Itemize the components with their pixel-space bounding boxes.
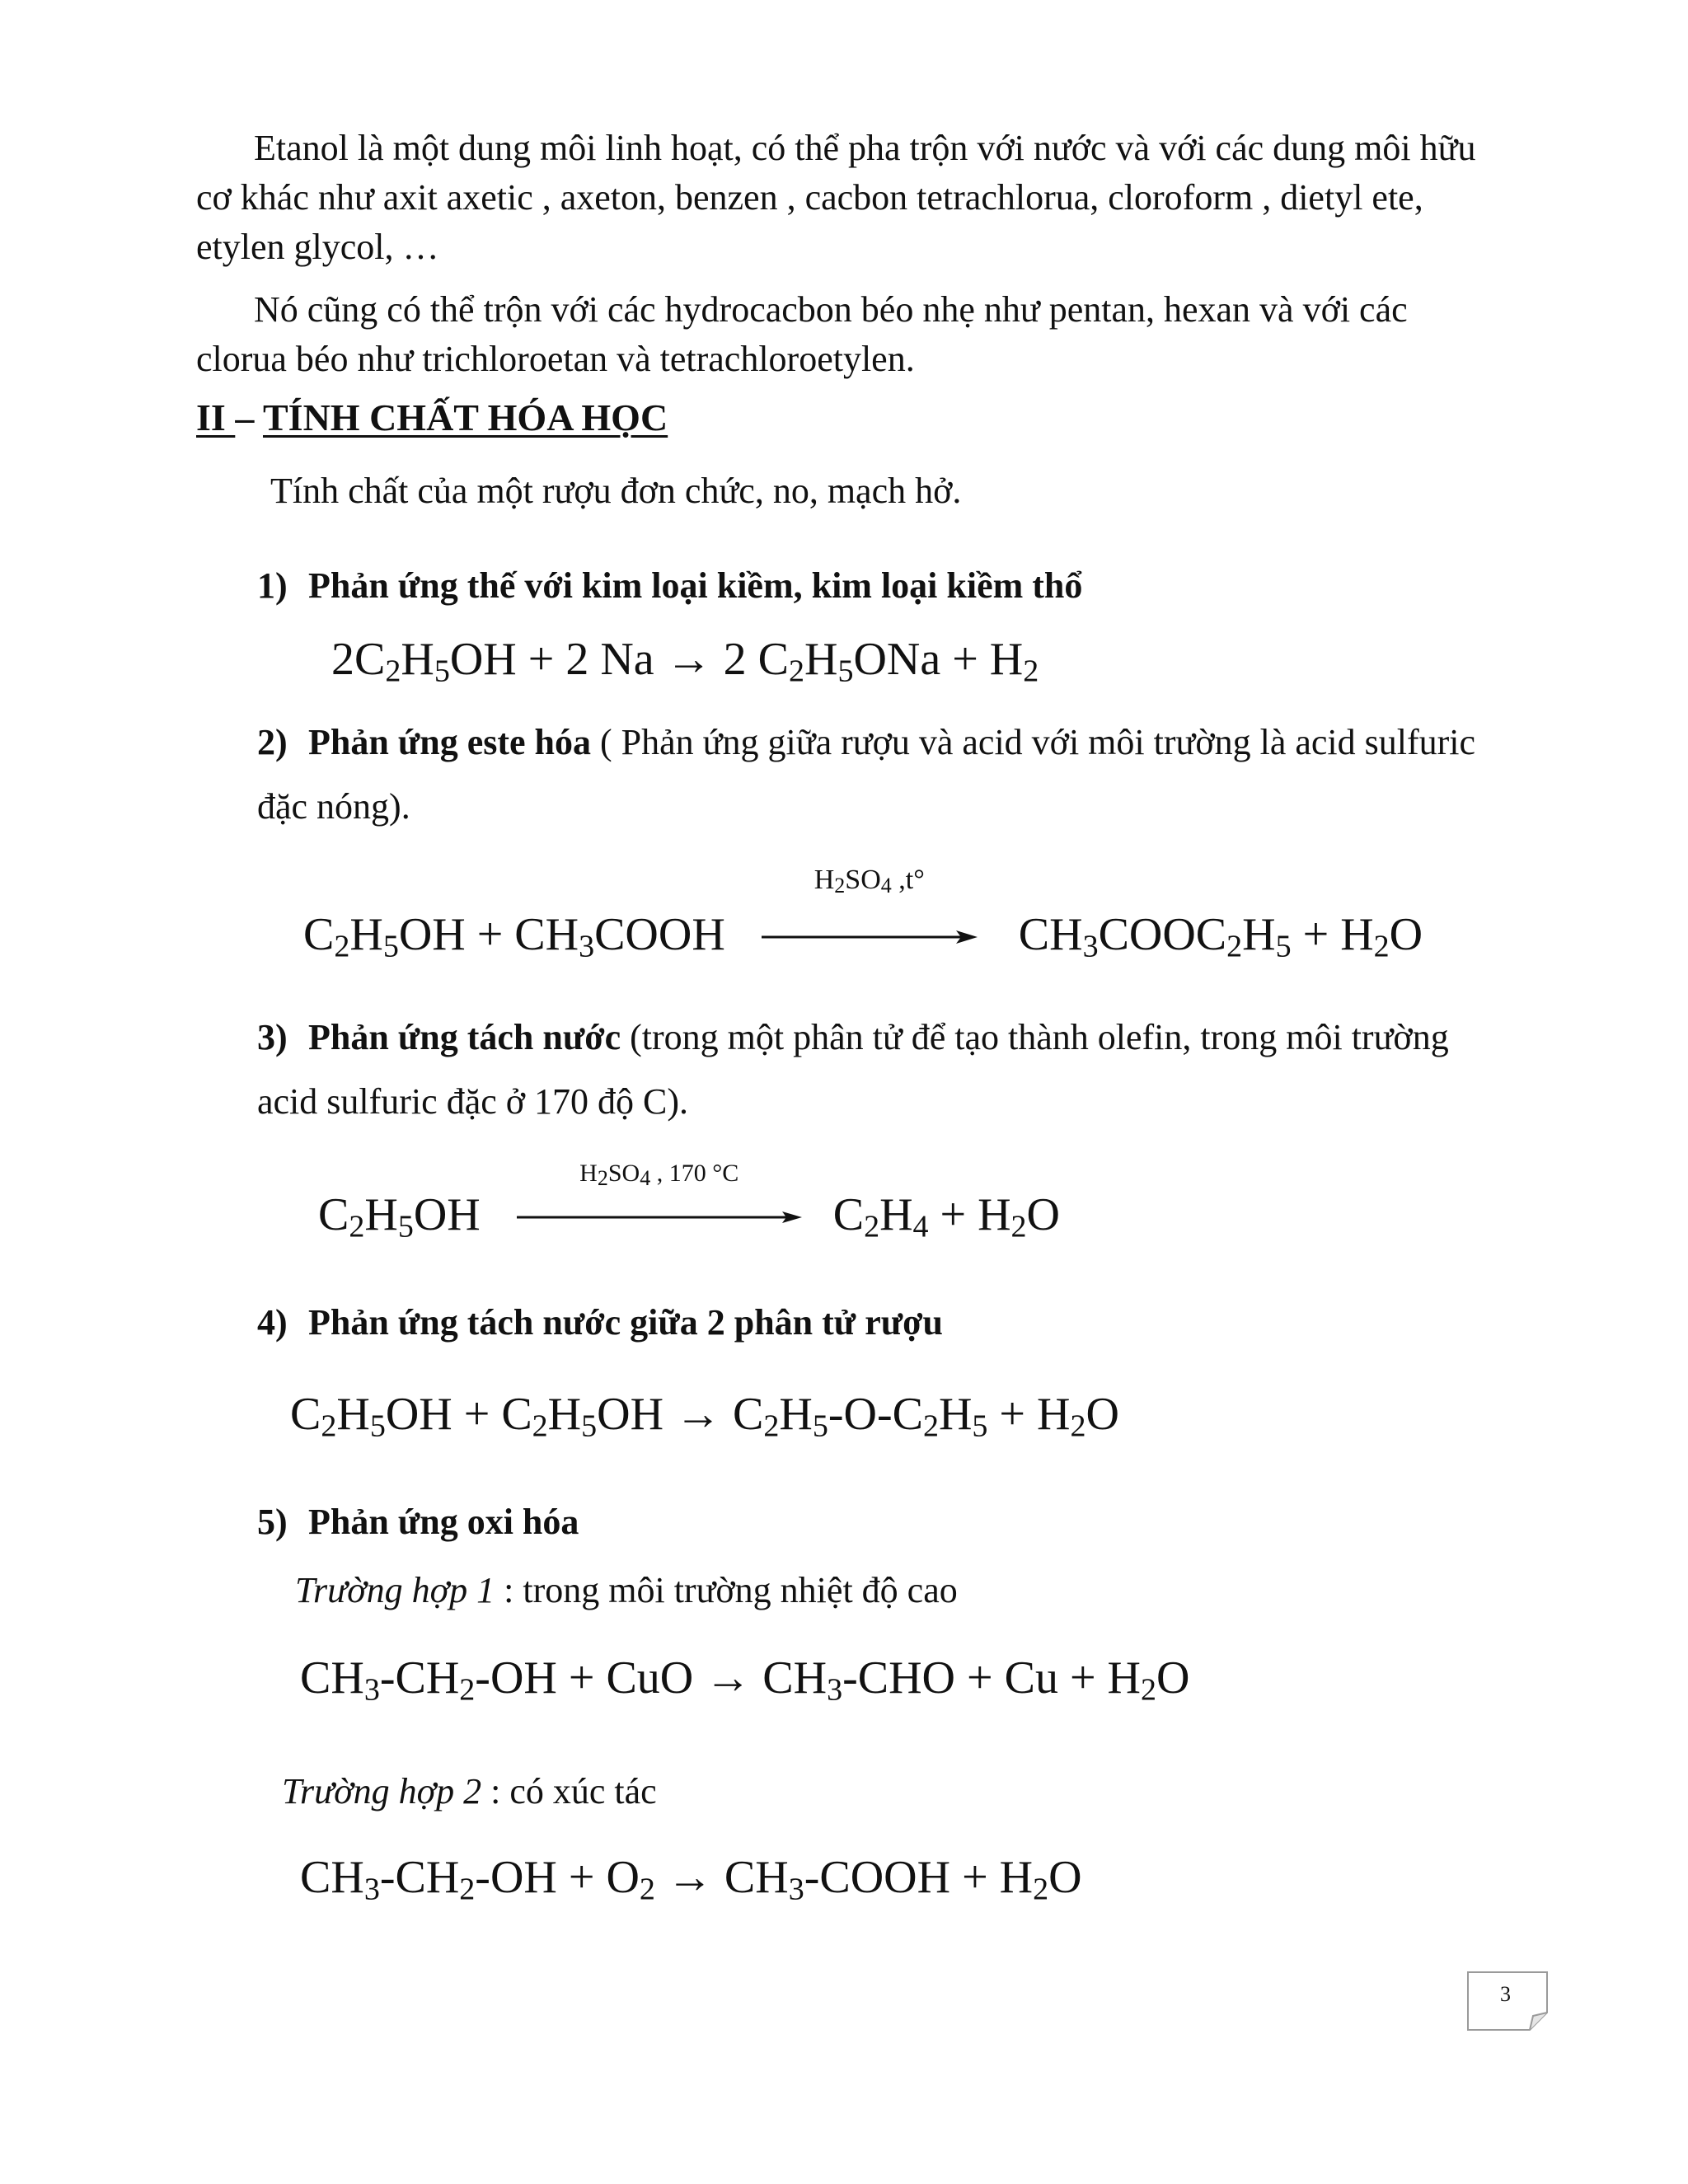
item-number: 2) <box>257 722 288 762</box>
arrow-icon <box>517 1194 802 1244</box>
item-number: 3) <box>257 1017 288 1057</box>
arrow-icon <box>762 914 978 963</box>
case-1 <box>295 1569 958 1611</box>
list-item <box>257 1490 1493 1554</box>
item-title: Phản ứng este hóa <box>308 722 591 762</box>
list-item <box>257 1005 1493 1134</box>
case-label: Trường hợp 2 <box>282 1771 482 1811</box>
case-text: : trong môi trường nhiệt độ cao <box>495 1570 958 1610</box>
equation-text: $CH_3-CH_2-OH$ + CuO → $CH_3$-CHO + $Cu + H_2O$ <box>300 1652 1190 1708</box>
equation-reactants: $C_2H_5OH$ <box>318 1189 481 1244</box>
equation-text: $CH_3-CH_2-OH + O_2$ → $CH_3$-COOH + $H_2O$ <box>300 1852 1082 1907</box>
item-description: (trong một phân tử để tạo thành olefin, trong môi trường acid sulfuric đặc ở 170 độ C). <box>257 1017 1449 1122</box>
section-dash: – <box>235 396 263 438</box>
equation-text: $2C_2H_5OH + 2$ Na → 2 $C_2H_5ONa + H_2$ <box>331 634 1039 689</box>
list-item <box>257 1291 1493 1355</box>
section-title: TÍNH CHẤT HÓA HỌC <box>262 396 668 438</box>
reaction-arrow <box>762 865 978 963</box>
item-number: 1) <box>257 565 288 606</box>
reaction-condition: $H_2SO_4$ , 170 °C <box>579 1160 739 1191</box>
section-intro: Tính chất của một rượu đơn chức, no, mạch hở. <box>270 471 962 511</box>
case-2 <box>282 1770 657 1812</box>
intro-paragraph-1: Etanol là một dung môi linh hoạt, có thể pha trộn với nước và với các dung môi hữu cơ khác như axit axetic , axeton, benzen , cacbon tetrachlorua, cloroform , dietyl ete, etylen glycol, … <box>196 128 1476 267</box>
equation-text: $C_2H_5OH + C_2H_5OH \to C_2H_5-O-C_2H_5 + H_2O$ <box>290 1389 1119 1444</box>
equation-5 <box>300 1652 1190 1708</box>
item-title: Phản ứng oxi hóa <box>308 1502 579 1542</box>
item-description: ( Phản ứng giữa rượu và acid với môi trường là acid sulfuric đặc nóng). <box>257 722 1476 827</box>
case-text: : có xúc tác <box>481 1771 657 1811</box>
item-title: Phản ứng tách nước <box>308 1017 621 1057</box>
section-heading <box>196 396 668 439</box>
equation-2 <box>303 865 1423 964</box>
reaction-arrow <box>517 1160 802 1244</box>
equation-products: $C_2H_4 + H_2O$ <box>832 1189 1060 1244</box>
section-roman: II <box>196 396 236 438</box>
equation-products: $CH_3COOC_2H_5 + H_2O$ <box>1018 909 1423 964</box>
intro-paragraph-2: Nó cũng có thể trộn với các hydrocacbon béo nhẹ như pentan, hexan và với các clorua béo như trichloroetan và tetrachloroetylen. <box>196 289 1408 379</box>
equation-reactants: $C_2H_5OH$ + $CH_3COOH$ <box>303 909 725 964</box>
equation-1 <box>331 634 1039 689</box>
case-label: Trường hợp 1 <box>295 1570 495 1610</box>
list-item <box>257 554 1493 618</box>
equation-3 <box>318 1160 1060 1244</box>
item-number: 4) <box>257 1302 288 1343</box>
reaction-condition: $H_2SO_4$ ,t° <box>814 865 925 898</box>
equation-6 <box>300 1852 1082 1907</box>
page-number: 3 <box>1500 1982 1511 2006</box>
item-title: Phản ứng thế với kim loại kiềm, kim loại kiềm thổ <box>308 565 1083 606</box>
equation-4 <box>290 1389 1119 1444</box>
item-number: 5) <box>257 1502 288 1542</box>
list-item <box>257 710 1493 839</box>
item-title: Phản ứng tách nước giữa 2 phân tử rượu <box>308 1302 943 1343</box>
